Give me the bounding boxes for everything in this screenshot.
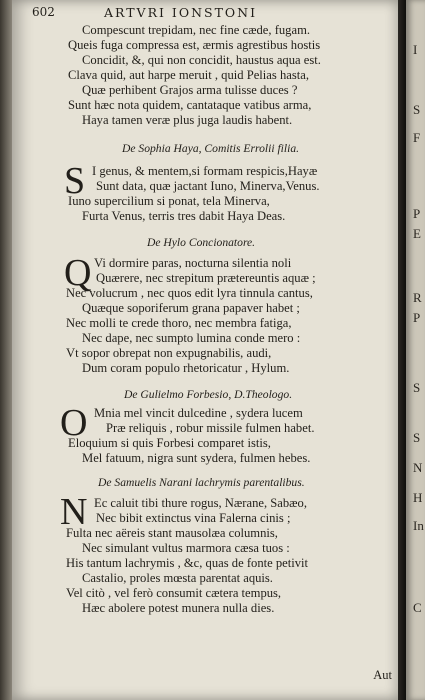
poem-heading: De Samuelis Narani lachrymis parentalibus. xyxy=(98,476,305,489)
verse-line: His tantum lachrymis , &c, quas de fonte petivit xyxy=(66,556,309,570)
edge-letter: R xyxy=(413,290,422,305)
verse-line: Quæque soporiferum grana papaver habet ; xyxy=(82,301,300,315)
verse-line: Hæc abolere potest munera nulla dies. xyxy=(82,601,275,615)
edge-letter: I xyxy=(413,42,418,57)
verse-line: Dum coram populo rhetoricatur , Hylum. xyxy=(82,361,290,375)
verse-line: Fulta nec aëreis stant mausolæa columnis, xyxy=(66,526,278,540)
verse-line: Sunt hæc nota quidem, cantataque vatibus arma, xyxy=(68,98,312,112)
book-page xyxy=(12,0,400,700)
poem-heading: De Hylo Concionatore. xyxy=(147,236,256,249)
edge-letter: H xyxy=(413,490,423,505)
drop-cap: S xyxy=(64,160,86,202)
verse-line: Haya tamen veræ plus juga laudis habent. xyxy=(82,113,293,127)
running-title: ARTVRI IONSTONI xyxy=(104,5,258,20)
facing-page-edge xyxy=(406,0,425,700)
verse-line: Sunt data, quæ jactant Iuno, Minerva,Venus. xyxy=(96,179,320,193)
verse-line: Nec simulant vultus marmora cæsa tuos : xyxy=(82,541,290,555)
verse-line: Compescunt trepidam, nec fine cæde, fugam. xyxy=(82,23,311,37)
verse-line: Præ reliquis , robur missile fulmen habet. xyxy=(106,421,315,435)
verse-line: Clava quid, aut harpe meruit , quid Pelias hasta, xyxy=(68,68,309,82)
drop-cap: Q xyxy=(64,252,92,294)
verse-line: Mnia mel vincit dulcedine , sydera lucem xyxy=(94,406,303,420)
catchword: Aut xyxy=(373,668,392,682)
verse-line: Concidit, &, qui non concidit, haustus aqua est. xyxy=(82,53,321,67)
edge-letter: P xyxy=(413,206,421,221)
verse-line: Quæ perhibent Grajos arma tulisse duces ? xyxy=(82,83,298,97)
verse-line: I genus, & mentem,si formam respicis,Hayæ xyxy=(92,164,318,178)
edge-letter: S xyxy=(413,102,421,117)
edge-letter: N xyxy=(413,460,423,475)
verse-line: Ec caluit tibi thure rogus, Nærane, Sabæo, xyxy=(94,496,307,510)
verse-line: Nec molli te crede thoro, nec membra fatiga, xyxy=(66,316,292,330)
page-number: 602 xyxy=(32,5,55,19)
verse-line: Furta Venus, terris tres dabit Haya Deas. xyxy=(82,209,286,223)
verse-line: Quærere, nec strepitum prætereuntis aquæ ; xyxy=(96,271,316,285)
verse-line: Nec volucrum , nec quos edit lyra tinnula cantus, xyxy=(66,286,313,300)
drop-cap: O xyxy=(60,402,88,444)
verse-line: Vi dormire paras, nocturna silentia noli xyxy=(94,256,292,270)
drop-cap: N xyxy=(60,491,88,533)
verse-line: Vt sopor obrepat non expugnabilis, audi, xyxy=(66,346,272,360)
running-head xyxy=(32,2,400,22)
poem-heading: De Sophia Haya, Comitis Errolii filia. xyxy=(122,142,300,155)
verse-line: Castalio, proles mœsta parentat aquis. xyxy=(82,571,273,585)
edge-letter: S xyxy=(413,430,421,445)
verse-line: Vel citò , vel ferò consumit cætera tempus, xyxy=(66,586,282,600)
edge-letter: C xyxy=(413,600,422,615)
book-left-edge xyxy=(0,0,12,700)
poem-heading: De Gulielmo Forbesio, D.Theologo. xyxy=(124,388,293,401)
verse-line: Nec dape, nec sumpto lumina conde mero : xyxy=(82,331,301,345)
edge-letter: F xyxy=(413,130,421,145)
edge-letter: E xyxy=(413,226,421,241)
verse-line: Iuno supercilium si ponat, tela Minerva, xyxy=(68,194,270,208)
edge-letter: In xyxy=(413,518,424,533)
edge-letter: S xyxy=(413,380,421,395)
edge-letter: P xyxy=(413,310,421,325)
verse-line: Eloquium si quis Forbesi comparet istis, xyxy=(68,436,271,450)
book-gutter xyxy=(398,0,406,700)
verse-line: Queis fuga compressa est, ærmis agrestibus hostis xyxy=(68,38,321,52)
verse-line: Nec bibit extinctus vina Falerna cinis ; xyxy=(96,511,291,525)
verse-line: Mel fatuum, nigra sunt sydera, fulmen hebes. xyxy=(82,451,311,465)
